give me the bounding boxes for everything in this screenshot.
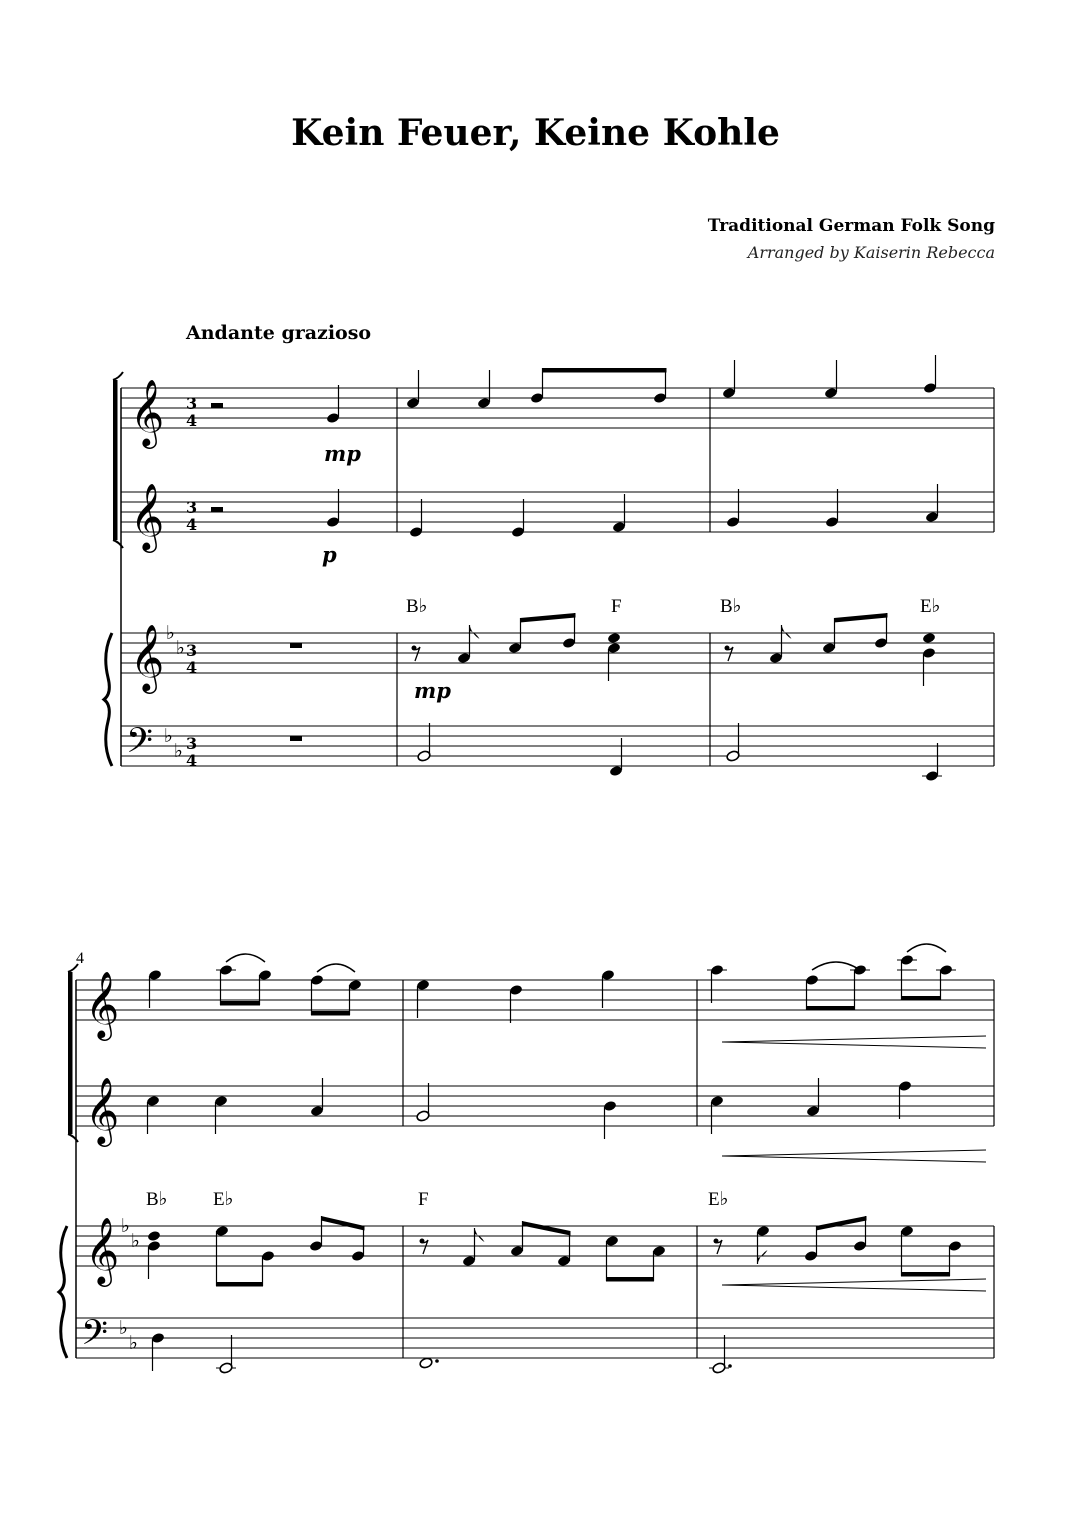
augmentation-dot	[435, 1359, 439, 1363]
chord-symbol: F	[418, 1189, 429, 1210]
note-beam	[901, 996, 941, 1001]
chord-symbol: E♭	[708, 1189, 729, 1210]
time-sig-top: 3	[186, 394, 198, 413]
flat-sign: ♭	[174, 740, 183, 762]
piano-brace	[104, 633, 112, 766]
note-flag	[758, 1250, 768, 1264]
eighth-rest	[413, 647, 420, 661]
note-beam	[834, 613, 888, 623]
note-beam	[816, 1216, 867, 1231]
note-flag	[782, 625, 792, 639]
note-flag	[475, 1228, 485, 1242]
augmentation-dot	[728, 1364, 732, 1368]
treble-clef: 𝄞	[130, 623, 165, 691]
treble-clef: 𝄞	[85, 1076, 120, 1144]
slur	[907, 944, 946, 952]
notehead	[922, 632, 936, 644]
note-beam	[806, 1006, 855, 1011]
chord-symbol: E♭	[213, 1189, 234, 1210]
flat-sign: ♭	[176, 637, 185, 659]
flat-sign: ♭	[131, 1230, 140, 1252]
eighth-rest	[421, 1240, 428, 1254]
slur	[226, 954, 265, 962]
dynamic-marking: p	[322, 542, 337, 567]
note-flag	[470, 625, 480, 639]
notehead	[607, 632, 621, 644]
flat-sign: ♭	[166, 622, 175, 644]
chord-symbol: B♭	[406, 596, 428, 617]
tempo-marking: Andante grazioso	[186, 322, 372, 344]
whole-rest	[290, 736, 302, 741]
whole-rest	[290, 643, 302, 648]
slur	[317, 964, 355, 972]
time-sig-bottom: 4	[186, 515, 198, 534]
dynamic-marking: mp	[324, 441, 361, 466]
treble-clef: 𝄞	[85, 970, 120, 1038]
note-beam	[522, 1221, 571, 1236]
treble-clef: 𝄞	[85, 1216, 120, 1284]
crescendo-hairpin	[722, 1156, 986, 1162]
flat-sign: ♭	[121, 1215, 130, 1237]
notehead	[419, 1357, 433, 1369]
chord-symbol: B♭	[720, 596, 742, 617]
chord-symbol: B♭	[146, 1189, 168, 1210]
half-rest	[211, 403, 223, 408]
eighth-rest	[715, 1240, 722, 1254]
staff-bracket	[68, 972, 73, 1134]
note-beam	[542, 368, 667, 373]
chord-symbol: F	[611, 596, 622, 617]
slur	[812, 962, 860, 970]
notehead	[147, 1230, 161, 1242]
note-beam	[311, 1011, 350, 1016]
notation-layer	[59, 355, 994, 1374]
time-sig-bottom: 4	[186, 658, 198, 677]
crescendo-hairpin	[722, 1042, 986, 1048]
flat-sign: ♭	[119, 1317, 128, 1339]
flat-sign: ♭	[129, 1332, 138, 1354]
note-beam	[606, 1277, 654, 1282]
note-beam	[216, 1282, 263, 1287]
piano-brace	[59, 1226, 67, 1358]
treble-clef: 𝄞	[130, 378, 165, 446]
note-beam	[901, 1272, 950, 1277]
treble-clef: 𝄞	[130, 482, 165, 550]
arranger-credit: Arranged by Kaiserin Rebecca	[747, 243, 995, 262]
crescendo-hairpin	[722, 1285, 986, 1291]
dynamic-marking: mp	[414, 678, 451, 703]
note-beam	[321, 1216, 365, 1231]
bass-clef: 𝄢	[81, 1312, 109, 1361]
crescendo-hairpin	[722, 1036, 986, 1042]
score-title: Kein Feuer, Keine Kohle	[291, 112, 780, 154]
chord-symbol: E♭	[920, 596, 941, 617]
crescendo-hairpin	[722, 1150, 986, 1156]
time-sig-top: 3	[186, 498, 198, 517]
flat-sign: ♭	[164, 725, 173, 747]
time-sig-bottom: 4	[186, 751, 198, 770]
half-rest	[211, 507, 223, 512]
note-beam	[520, 613, 576, 623]
staff-bracket	[113, 372, 123, 380]
time-sig-bottom: 4	[186, 411, 198, 430]
bass-clef: 𝄢	[126, 720, 154, 769]
note-beam	[220, 1001, 260, 1006]
time-sig-top: 3	[186, 734, 198, 753]
time-sig-top: 3	[186, 641, 198, 660]
eighth-rest	[726, 647, 733, 661]
crescendo-hairpin	[722, 1279, 986, 1285]
composer-credit: Traditional German Folk Song	[707, 216, 995, 236]
staff-bracket	[113, 380, 118, 540]
measure-number: 4	[76, 950, 84, 967]
